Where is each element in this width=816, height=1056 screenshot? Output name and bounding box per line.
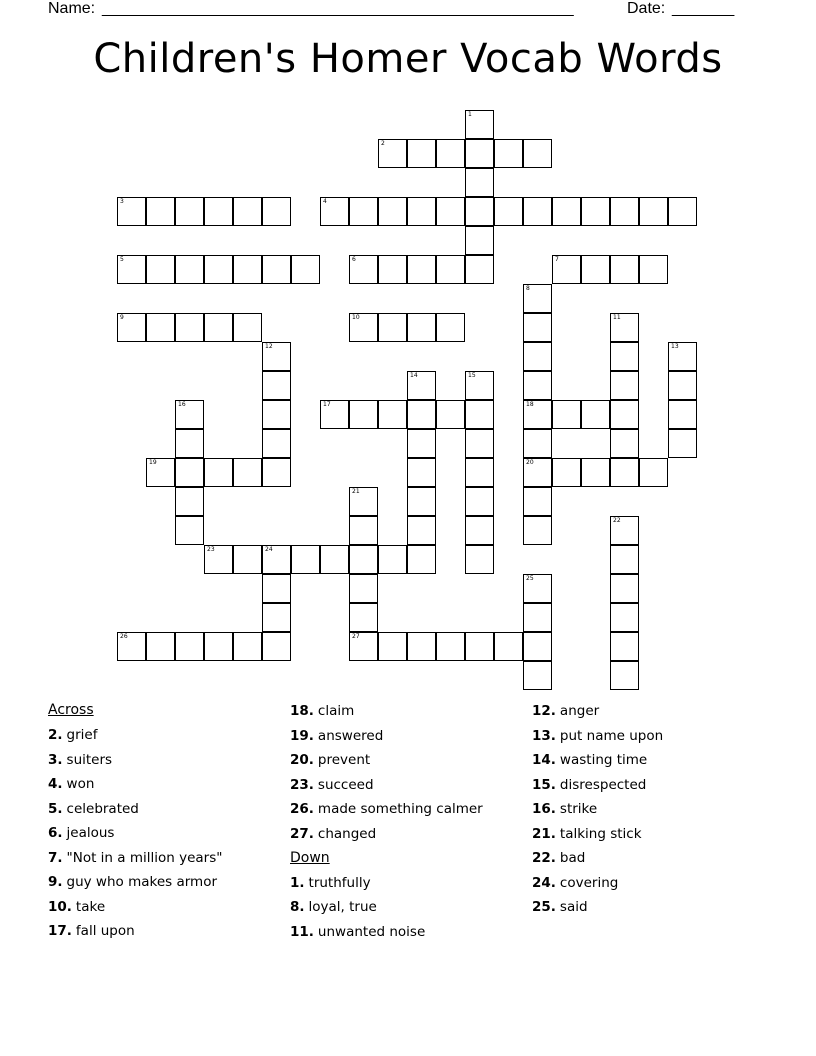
- down-clue: [532, 899, 588, 915]
- clue-text: jealous: [66, 825, 115, 841]
- down-clue: [532, 777, 646, 793]
- clue-text: grief: [66, 727, 98, 743]
- clue-text: bad: [559, 850, 586, 866]
- clue-number: 4: [323, 198, 327, 205]
- clue-text: strike: [559, 801, 598, 817]
- clue-text: take: [75, 898, 106, 915]
- clue-num: 8.: [290, 899, 305, 915]
- clue-number: 1: [468, 111, 472, 118]
- clue-num: 4.: [48, 776, 63, 792]
- clue-number: 24: [265, 546, 273, 553]
- clue-text: claim: [317, 703, 355, 719]
- across-clue: [290, 801, 483, 817]
- clue-number: 21: [352, 488, 360, 495]
- clue-number: 12: [265, 343, 273, 350]
- clue-number: 2: [381, 140, 385, 147]
- down-clue: [290, 899, 377, 915]
- clue-num: 10.: [48, 898, 72, 915]
- clue-number: 13: [671, 343, 679, 350]
- clue-number: 11: [613, 314, 621, 321]
- clue-number: 3: [120, 198, 124, 205]
- across-clue: [48, 776, 94, 792]
- clue-text: suiters: [66, 751, 113, 768]
- clue-number: 20: [526, 459, 534, 466]
- clue-text: won: [66, 776, 95, 792]
- clue-num: 17.: [48, 923, 72, 939]
- clue-num: 25.: [532, 899, 556, 915]
- clue-text: talking stick: [559, 825, 642, 842]
- down-clue: [532, 703, 599, 719]
- down-clue: [532, 752, 647, 768]
- clue-number: 8: [526, 285, 530, 292]
- name-line[interactable]: _____________________________________________________: [102, 0, 574, 17]
- clue-num: 3.: [48, 751, 63, 768]
- clue-number: 18: [526, 401, 534, 408]
- clue-number: 14: [410, 372, 418, 379]
- clue-text: "Not in a million years": [66, 849, 223, 866]
- clue-number: 16: [178, 401, 186, 408]
- clue-num: 7.: [48, 849, 63, 866]
- clue-number: 6: [352, 256, 356, 263]
- across-clue: [290, 777, 374, 793]
- clue-number: 17: [323, 401, 331, 408]
- clue-num: 21.: [532, 825, 556, 842]
- name-label: Name:: [48, 0, 96, 17]
- clue-number: 27: [352, 633, 360, 640]
- clue-number: 22: [613, 517, 621, 524]
- clue-text: covering: [559, 874, 619, 891]
- date-label: Date:: [627, 0, 666, 17]
- down-clue: [532, 850, 585, 866]
- clue-num: 16.: [532, 801, 556, 817]
- down-clue: [532, 801, 597, 817]
- page-title: Children's Homer Vocab Words: [93, 36, 723, 82]
- clue-num: 26.: [290, 801, 314, 817]
- clue-number: 26: [120, 633, 128, 640]
- clue-num: 27.: [290, 825, 314, 842]
- clue-num: 14.: [532, 752, 556, 768]
- across-clue: [48, 874, 217, 890]
- clue-number: 5: [120, 256, 124, 263]
- clue-text: put name upon: [559, 727, 664, 744]
- clue-number: 7: [555, 256, 559, 263]
- clue-num: 13.: [532, 727, 556, 744]
- across-clue: [48, 850, 222, 866]
- across-clue: [290, 703, 354, 719]
- clue-num: 22.: [532, 850, 556, 866]
- clue-text: succeed: [317, 776, 374, 793]
- clue-text: truthfully: [308, 874, 371, 891]
- clue-text: unwanted noise: [317, 923, 426, 940]
- across-clue: [290, 728, 383, 744]
- across-clue: [48, 825, 114, 841]
- clue-text: guy who makes armor: [66, 874, 218, 890]
- clue-text: said: [559, 899, 588, 915]
- clue-num: 24.: [532, 874, 556, 891]
- across-heading: Across: [48, 702, 94, 718]
- across-clue: [48, 899, 105, 915]
- clue-number: 25: [526, 575, 534, 582]
- across-clue: [290, 826, 376, 842]
- date-line[interactable]: _______: [672, 0, 735, 17]
- down-clue: [532, 728, 663, 744]
- down-clue: [290, 924, 425, 940]
- down-clue: [290, 875, 371, 891]
- clue-text: prevent: [317, 752, 371, 768]
- clue-text: answered: [317, 727, 384, 744]
- clue-num: 11.: [290, 923, 314, 940]
- clue-text: fall upon: [75, 923, 135, 939]
- down-clue: [532, 875, 618, 891]
- clue-num: 19.: [290, 727, 314, 744]
- clue-num: 23.: [290, 776, 314, 793]
- clue-num: 5.: [48, 800, 63, 817]
- clue-text: celebrated: [66, 800, 139, 817]
- across-clue: [48, 923, 135, 939]
- clue-num: 6.: [48, 825, 63, 841]
- down-heading: Down: [290, 850, 330, 866]
- across-clue: [48, 801, 139, 817]
- clue-text: loyal, true: [308, 899, 377, 915]
- clue-text: wasting time: [559, 752, 648, 768]
- clue-num: 15.: [532, 776, 556, 793]
- across-clue: [48, 752, 112, 768]
- clue-text: disrespected: [559, 776, 647, 793]
- clue-number: 23: [207, 546, 215, 553]
- down-clue: [532, 826, 642, 842]
- clue-number: 10: [352, 314, 360, 321]
- clue-num: 9.: [48, 874, 63, 890]
- clue-text: anger: [559, 703, 600, 719]
- clue-num: 20.: [290, 752, 314, 768]
- clue-number: 15: [468, 372, 476, 379]
- clue-num: 12.: [532, 703, 556, 719]
- clue-num: 2.: [48, 727, 63, 743]
- across-clue: [290, 752, 370, 768]
- clue-text: changed: [317, 825, 377, 842]
- across-clue: [48, 727, 97, 743]
- clue-number: 9: [120, 314, 124, 321]
- clue-num: 18.: [290, 703, 314, 719]
- clue-text: made something calmer: [317, 801, 483, 817]
- clue-num: 1.: [290, 874, 305, 891]
- clue-number: 19: [149, 459, 157, 466]
